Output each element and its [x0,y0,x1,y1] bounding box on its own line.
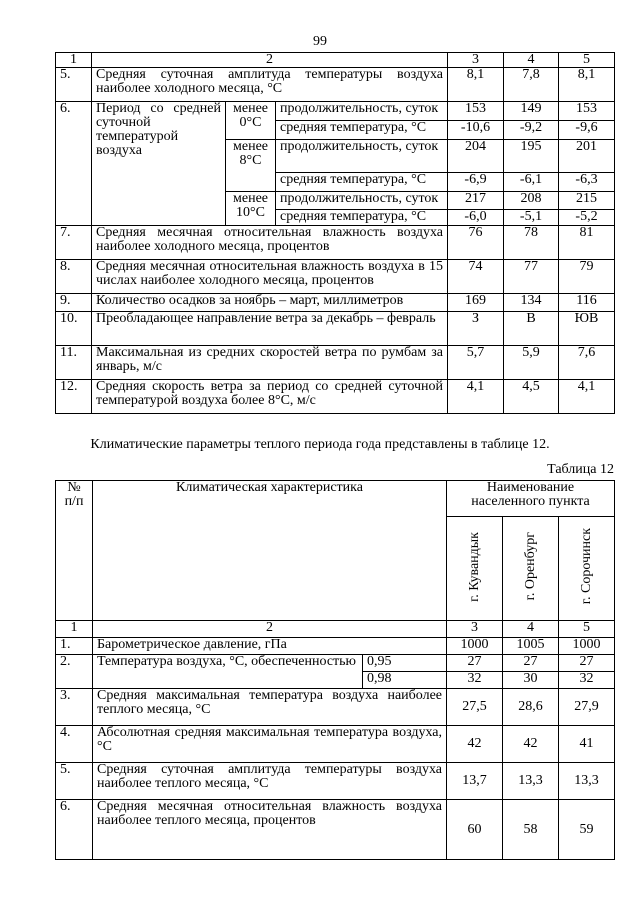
cell-value: -10,6 [448,121,504,140]
row-label: Средняя месячная относительная влажность воздуха наиболее холодного месяца, процентов [92,226,448,260]
cell-value: 27 [503,655,559,672]
row-number: 12. [56,380,92,414]
cell-value: ЮВ [559,312,615,346]
cell-value: 5,9 [504,346,559,380]
table-warm-period [55,480,615,860]
cell-value: 7,6 [559,346,615,380]
col-number: 5 [559,53,615,68]
row-label: Средняя скорость ветра за период со средней суточной температурой воздуха более 8°С, м/с [92,380,448,414]
row-number: 4. [56,726,93,763]
header-characteristic: Климатическая характеристика [93,481,447,621]
cell-value: 58 [503,800,559,860]
table-header-row [56,621,615,638]
table-row [56,226,615,260]
cell-value: 149 [504,102,559,121]
row-number: 3. [56,689,93,726]
cell-value: З [448,312,504,346]
cell-value: 59 [559,800,615,860]
cell-value: 4,1 [559,380,615,414]
place-name: г. Сорочинск [578,528,594,605]
header-place [503,517,559,621]
param-label: продолжительность, суток [276,140,448,173]
row-label: Максимальная из средних скоростей ветра по румбам за январь, м/с [92,346,448,380]
row-label: Средняя суточная амплитуда температуры воздуха наиболее теплого месяца, °С [93,763,447,800]
cell-value: -6,1 [504,173,559,192]
condition-label: менее 8°С [226,140,276,192]
cell-value: 8,1 [448,68,504,102]
table-row [56,380,615,414]
row-number: 5. [56,68,92,102]
cell-value: 4,5 [504,380,559,414]
row-number: 7. [56,226,92,260]
row-label: Количество осадков за ноябрь – март, миллиметров [92,294,448,312]
col-number: 4 [504,53,559,68]
col-number: 3 [448,53,504,68]
row-number: 11. [56,346,92,380]
place-name: г. Оренбург [522,532,538,601]
table-header-row [56,53,615,68]
cell-value: 77 [504,260,559,294]
col-number: 2 [92,53,448,68]
param-label: средняя температура, °С [276,121,448,140]
cell-value: 13,3 [559,763,615,800]
cell-value: -6,3 [559,173,615,192]
row-label: Температура воздуха, °С, обеспеченностью [93,655,363,689]
col-number: 5 [559,621,615,638]
cell-value: 153 [559,102,615,121]
row-number: 2. [56,655,93,689]
param-label: средняя температура, °С [276,210,448,226]
cell-value: 27,9 [559,689,615,726]
place-name: г. Кувандык [466,531,482,602]
cell-value: -6,0 [448,210,504,226]
header-settlement: Наименование населенного пункта [447,481,615,517]
row-number: 10. [56,312,92,346]
condition-label: менее 0°С [226,102,276,140]
cell-value: 1000 [559,638,615,655]
row-number: 6. [56,102,92,226]
cell-value: 13,7 [447,763,503,800]
row-number: 1. [56,638,93,655]
table-row [56,689,615,726]
cell-value: 13,3 [503,763,559,800]
cell-value: 60 [447,800,503,860]
cell-value: 208 [504,192,559,210]
table-row [56,655,615,672]
cell-value: 30 [503,672,559,689]
cell-value: 201 [559,140,615,173]
header-place [559,517,615,621]
cell-value: 134 [504,294,559,312]
cell-value: 27 [447,655,503,672]
cell-value: 217 [448,192,504,210]
row-number: 5. [56,763,93,800]
table-caption: Климатические параметры теплого периода года представлены в таблице 12. [90,437,550,452]
cell-value: 32 [447,672,503,689]
cell-value: -9,6 [559,121,615,140]
row-label: Средняя максимальная температура воздуха наиболее теплого месяца, °С [93,689,447,726]
table-row [56,763,615,800]
cell-value: 41 [559,726,615,763]
col-number: 1 [56,621,93,638]
cell-value: 195 [504,140,559,173]
cell-value: 28,6 [503,689,559,726]
table-row [56,800,615,860]
cell-value: 4,1 [448,380,504,414]
param-label: продолжительность, суток [276,102,448,121]
cell-value: 153 [448,102,504,121]
cell-value: В [504,312,559,346]
row-number: 9. [56,294,92,312]
table-row [56,260,615,294]
cell-value: -5,2 [559,210,615,226]
cell-value: 74 [448,260,504,294]
header-number: № п/п [56,481,93,621]
col-number: 2 [93,621,447,638]
cell-value: 42 [503,726,559,763]
table-row [56,68,615,102]
cell-value: 1000 [447,638,503,655]
table-row [56,102,615,121]
param-label: средняя температура, °С [276,173,448,192]
table-row [56,346,615,380]
cell-value: 42 [447,726,503,763]
row-label: Средняя суточная амплитуда температуры воздуха наиболее холодного месяца, °С [92,68,448,102]
cell-value: 215 [559,192,615,210]
row-label: Преобладающее направление ветра за декабрь – февраль [92,312,448,346]
cell-value: 5,7 [448,346,504,380]
cell-value: 204 [448,140,504,173]
row-label: Абсолютная средняя максимальная температура воздуха, °С [93,726,447,763]
cell-value: 78 [504,226,559,260]
condition-label: менее 10°С [226,192,276,226]
cell-value: 32 [559,672,615,689]
row-number: 6. [56,800,93,860]
probability-label: 0,95 [363,655,447,672]
cell-value: 8,1 [559,68,615,102]
table-header-row [56,481,615,517]
param-label: продолжительность, суток [276,192,448,210]
cell-value: 76 [448,226,504,260]
table-row [56,638,615,655]
col-number: 1 [56,53,92,68]
cell-value: 1005 [503,638,559,655]
table-row [56,312,615,346]
cell-value: -5,1 [504,210,559,226]
cell-value: -9,2 [504,121,559,140]
cell-value: 79 [559,260,615,294]
col-number: 4 [503,621,559,638]
row-label: Период со средней суточной температурой воздуха [92,102,226,226]
cell-value: 27,5 [447,689,503,726]
table-label: Таблица 12 [547,462,614,477]
table-cold-period [55,52,615,414]
table-row [56,726,615,763]
table-row [56,294,615,312]
page-number: 99 [313,34,327,49]
row-number: 8. [56,260,92,294]
cell-value: 27 [559,655,615,672]
row-label: Средняя месячная относительная влажность воздуха в 15 числах наиболее холодного месяца, процентов [92,260,448,294]
header-place [447,517,503,621]
cell-value: 116 [559,294,615,312]
row-label: Средняя месячная относительная влажность воздуха наиболее теплого месяца, процентов [93,800,447,860]
cell-value: 169 [448,294,504,312]
probability-label: 0,98 [363,672,447,689]
cell-value: -6,9 [448,173,504,192]
cell-value: 7,8 [504,68,559,102]
row-label: Барометрическое давление, гПа [93,638,447,655]
cell-value: 81 [559,226,615,260]
col-number: 3 [447,621,503,638]
